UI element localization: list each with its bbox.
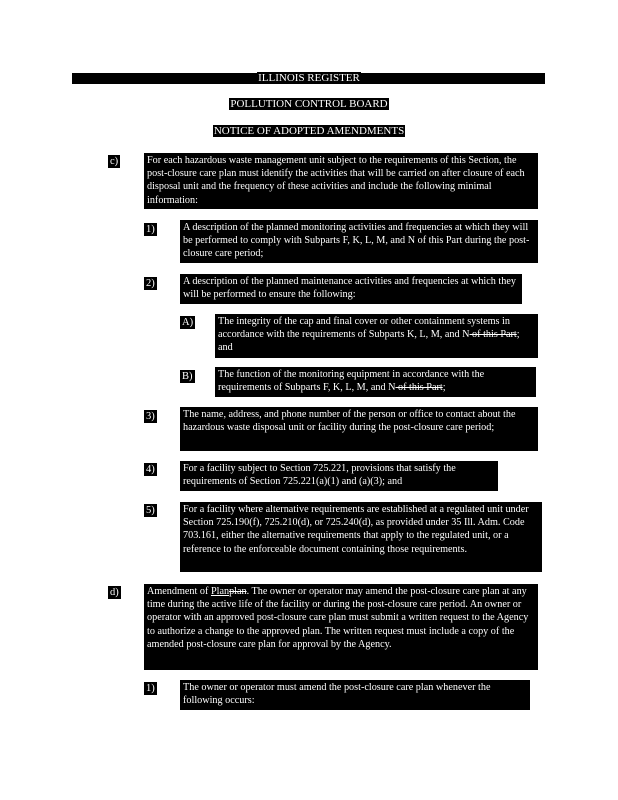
item-c2a-label: A) bbox=[182, 317, 194, 328]
item-c4-body: For a facility subject to Section 725.221, provisions that satisfy the requirements of Section 725.221(a)(1) and (a)(3); and bbox=[183, 463, 456, 488]
item-c2a-struck: of this Part bbox=[469, 329, 517, 341]
item-c2a-text-before: The integrity of the cap and final cover or other containment systems in accordance with the requirements of Subparts K, L, M, and N bbox=[218, 316, 510, 341]
register-title-text: ILLINOIS REGISTER bbox=[258, 72, 360, 84]
subsection-c-text bbox=[144, 153, 538, 209]
item-c3-body: The name, address, and phone number of the person or office to contact about the hazardous waste disposal unit or facility during the post-closure care period; bbox=[183, 409, 516, 434]
item-c4-text bbox=[180, 461, 498, 491]
item-c5-body: For a facility where alternative requirements are established at a regulated unit under Section 725.190(f), 725.210(d), or 725.240(d), as provided under 35 Ill. Adm. Code 703.161, either the alternative requirements that apply to the regulated unit, or a reference to the enforceable document containing those requirements. bbox=[183, 504, 529, 555]
item-c2b-text-before: The function of the monitoring equipment in accordance with the requirements of Subparts F, K, L, M, and N bbox=[218, 369, 485, 394]
item-c2b-text bbox=[215, 367, 536, 397]
item-c4-label: 4) bbox=[146, 464, 155, 475]
notice-title bbox=[0, 125, 618, 137]
subsection-d-prefix: Amendment of bbox=[147, 586, 211, 597]
item-c2-body: A description of the planned maintenance activities and frequencies at which they will be performed to ensure the following: bbox=[183, 276, 516, 301]
subsection-d-struck: plan bbox=[229, 586, 247, 597]
item-c2a-body bbox=[218, 315, 535, 355]
subsection-d-body bbox=[147, 585, 535, 651]
board-title bbox=[0, 98, 618, 110]
subsection-c-body: For each hazardous waste management unit subject to the requirements of this Section, the post-closure care plan must identify the activities that will be carried on after closure of each disposal unit and the frequency of these activities and include the following minimal information: bbox=[147, 155, 525, 206]
item-c2b-body bbox=[218, 368, 533, 394]
subsection-d-text bbox=[144, 584, 538, 670]
item-c3-label: 3) bbox=[146, 411, 155, 422]
item-c1-body: A description of the planned monitoring activities and frequencies at which they will be performed to comply with Subparts F, K, L, M, and N of this Part during the post-closure care period; bbox=[183, 222, 530, 260]
item-c2b-text-after: ; bbox=[442, 382, 446, 394]
notice-title-text: NOTICE OF ADOPTED AMENDMENTS bbox=[213, 125, 405, 137]
item-d1-label: 1) bbox=[146, 683, 155, 694]
item-c2b-struck: of this Part bbox=[395, 382, 443, 394]
item-c3-text bbox=[180, 407, 538, 451]
item-c1-label: 1) bbox=[146, 224, 155, 235]
subsection-d-rest: . The owner or operator may amend the post-closure care plan at any time during the active life of the facility or during the post-closure care period. An owner or operator with an approved post-closure care plan must submit a written request to the Agency to authorize a change to the approved plan. The written request must include a copy of the amended post-closure care plan for approval by the Agency. bbox=[147, 586, 529, 650]
item-c5-text bbox=[180, 502, 542, 572]
subsection-c-label: c) bbox=[110, 156, 119, 167]
item-c2-label: 2) bbox=[146, 278, 155, 289]
item-c2a-text-after: ; and bbox=[218, 329, 520, 354]
item-c2b-label: B) bbox=[182, 371, 193, 382]
board-title-text: POLLUTION CONTROL BOARD bbox=[230, 98, 388, 110]
item-c2a-text bbox=[215, 314, 538, 358]
item-d1-body: The owner or operator must amend the post-closure care plan whenever the following occurs: bbox=[183, 682, 491, 707]
subsection-d-label: d) bbox=[110, 587, 119, 598]
item-c1-text bbox=[180, 220, 538, 263]
register-title bbox=[0, 72, 618, 84]
item-c2-text bbox=[180, 274, 522, 304]
subsection-d-underlined: Plan bbox=[210, 586, 230, 597]
item-c5-label: 5) bbox=[146, 505, 155, 516]
item-d1-text bbox=[180, 680, 530, 710]
